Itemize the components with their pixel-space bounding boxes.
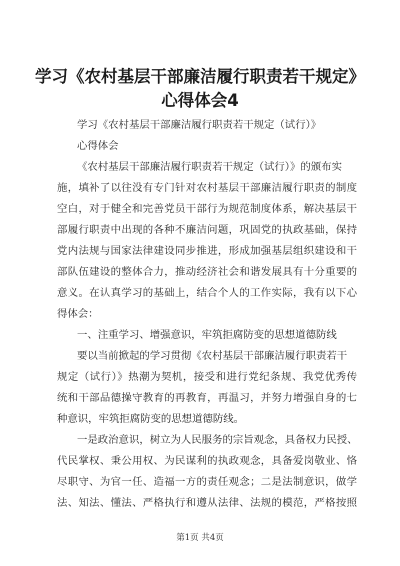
paragraph-line: 代民掌权、秉公用权、为民谋利的执政观念，具备爱岗敬业、恪 (57, 455, 357, 467)
paragraph-line: 施，填补了以往没有专门针对农村基层干部廉洁履行职责的制度 (57, 182, 357, 194)
paragraph-line: 种意识，牢筑拒腐防变的思想道德防线。 (57, 413, 245, 425)
subtitle-line: 心得体会 (77, 140, 119, 152)
paragraph-line: 得体会： (57, 308, 99, 320)
paragraph-line: 尽职守、为官一任、造福一方的责任观念；二是法制意识，做学 (57, 476, 357, 488)
page-footer: 第1页 共4页 (176, 533, 224, 543)
document-title-line-1: 学习《农村基层干部廉洁履行职责若干规定》 (35, 67, 365, 86)
paragraph-line: 统和干部品德操守教育的再教育，再温习，并努力增强自身的七 (57, 392, 357, 404)
paragraph-line: 空白，对于健全和完善党员干部行为规范制度体系，解决基层干 (57, 203, 357, 215)
section-heading: 一、注重学习、增强意识，牢筑拒腐防变的思想道德防线 (77, 329, 337, 341)
paragraph-line: 意义。在认真学习的基础上，结合个人的工作实际，我有以下心 (57, 287, 357, 299)
paragraph-line: 部队伍建设的整体合力，推动经济社会和谐发展具有十分重要的 (57, 266, 357, 278)
paragraph-line: 《农村基层干部廉洁履行职责若干规定（试行）》的颁布实 (77, 161, 342, 173)
paragraph-line: 要以当前掀起的学习贯彻《农村基层干部廉洁履行职责若干 (77, 350, 348, 362)
document-title-line-2: 心得体会4 (161, 91, 239, 110)
paragraph-line: 法、知法、懂法、严格执行和遵从法律、法规的模范，严格按照 (57, 497, 357, 509)
subtitle-line: 学习《农村基层干部廉洁履行职责若干规定（试行）》 (77, 119, 322, 131)
paragraph-line: 一是政治意识，树立为人民服务的宗旨观念，具备权力民授、 (77, 434, 358, 446)
paragraph-line: 党内法规与国家法律建设同步推进，形成加强基层组织建设和干 (57, 245, 357, 257)
paragraph-line: 规定（试行）》热潮为契机，接受和进行党纪条规、我党优秀传 (57, 371, 357, 383)
paragraph-line: 部履行职责中出现的各种不廉洁问题，巩固党的执政基础，保持 (57, 224, 357, 236)
